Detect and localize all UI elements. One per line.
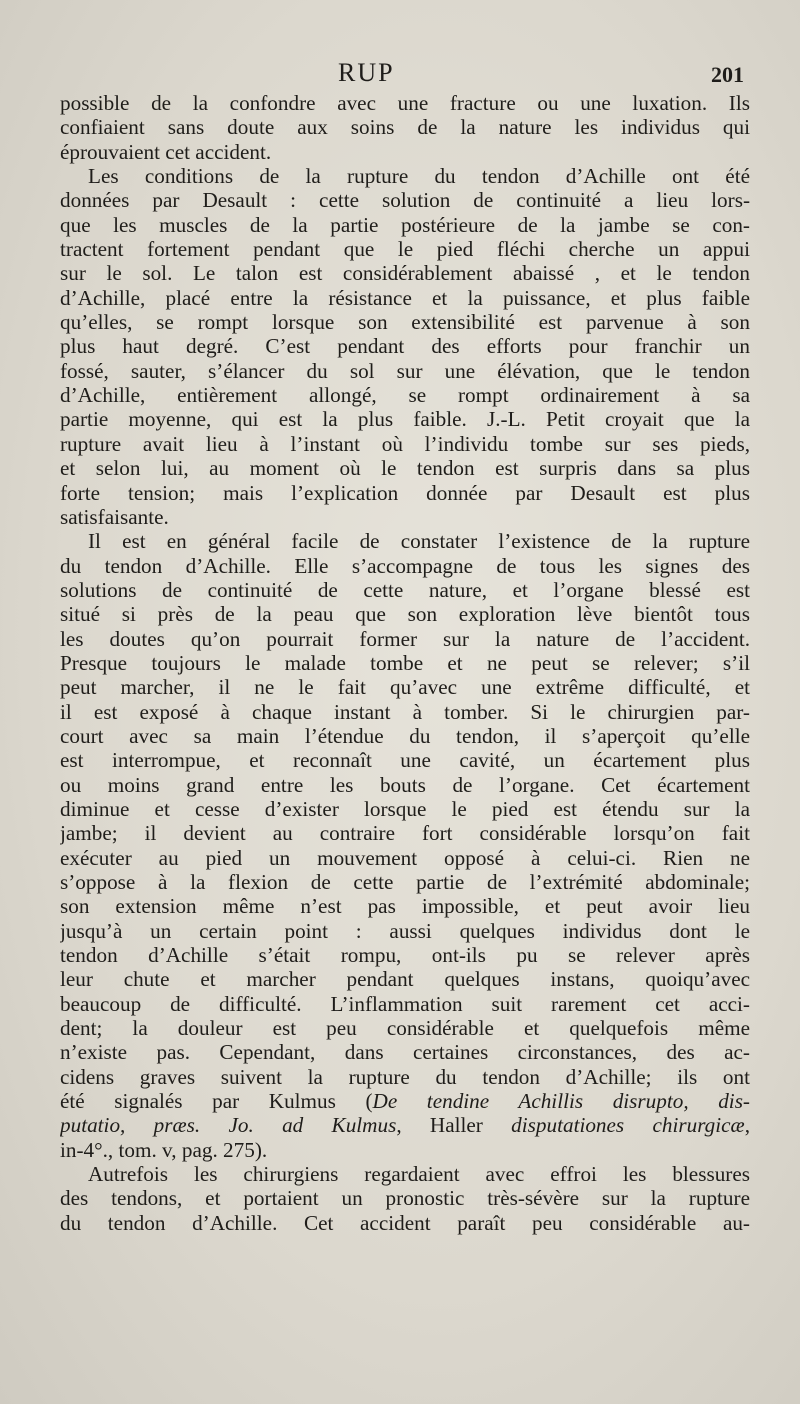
text-line: son extension même n’est pas impossible, et peut avoir lieu (60, 894, 750, 919)
text-line: confiaient sans doute aux soins de la nature les individus qui (60, 115, 750, 140)
text-line: exécuter au pied un mouvement opposé à celui-ci. Rien ne (60, 845, 750, 870)
text-line: forte tension; mais l’explication donnée par Desault est plus (60, 480, 750, 505)
text-line: solutions de continuité de cette nature, et l’organe blessé est (60, 577, 750, 602)
page-number: 201 (711, 62, 744, 87)
text-line: fossé, sauter, s’élancer du sol sur une élévation, que le tendon (60, 358, 750, 383)
text-line: données par Desault : cette solution de continuité a lieu lors- (60, 188, 750, 213)
text-line: les doutes qu’on pourrait former sur la nature de l’accident. (60, 626, 750, 651)
text-line: dent; la douleur est peu considérable et quelquefois même (60, 1016, 750, 1041)
text-line: et selon lui, au moment où le tendon est surpris dans sa plus (60, 456, 750, 481)
body-text (60, 91, 750, 1235)
text-line: possible de la confondre avec une fracture ou une luxation. Ils (60, 91, 750, 115)
running-head: RUP (338, 58, 395, 87)
text-line: d’Achille, entièrement allongé, se rompt ordinairement à sa (60, 383, 750, 408)
citation-text: , Haller (396, 1113, 512, 1138)
text-line: Il est en général facile de constater l’existence de la rupture (88, 529, 750, 554)
text-line: n’existe pas. Cependant, dans certaines circonstances, des ac- (60, 1040, 750, 1065)
text-line: Autrefois les chirurgiens regardaient avec effroi les blessures (88, 1162, 750, 1187)
page-header (0, 58, 800, 92)
text-line: qu’elles, se rompt lorsque son extensibilité est parvenue à son (60, 310, 750, 335)
citation-italic: disputationes chirurgicæ (511, 1113, 745, 1138)
text-line: Les conditions de la rupture du tendon d’Achille ont été (88, 164, 750, 189)
text-line: peut marcher, il ne le fait qu’avec une extrême difficulté, et (60, 675, 750, 700)
text-line: du tendon d’Achille. Cet accident paraît peu considérable au- (60, 1210, 750, 1235)
citation-text: , (744, 1113, 750, 1138)
citation-italic: putatio, præs. Jo. ad Kulmus (60, 1113, 397, 1138)
text-line: du tendon d’Achille. Elle s’accompagne de tous les signes des (60, 553, 750, 578)
text-line: diminue et cesse d’exister lorsque le pied est étendu sur la (60, 796, 750, 821)
text-line: jambe; il devient au contraire fort considérable lorsqu’on fait (60, 821, 750, 846)
text-line: que les muscles de la partie postérieure de la jambe se con- (60, 212, 750, 237)
text-line: rupture avait lieu à l’instant où l’individu tombe sur ses pieds, (60, 431, 750, 456)
text-line: éprouvaient cet accident. (60, 139, 272, 164)
text-line: leur chute et marcher pendant quelques instans, quoiqu’avec (60, 967, 750, 992)
text-line: partie moyenne, qui est la plus faible. J.-L. Petit croyait que la (60, 407, 750, 432)
text-line: est interrompue, et reconnaît une cavité, un écartement plus (60, 748, 750, 773)
text-line: ou moins grand entre les bouts de l’organe. Cet écartement (60, 772, 750, 797)
text-line: jusqu’à un certain point : aussi quelques individus dont le (60, 918, 750, 943)
text-line: sur le sol. Le talon est considérablement abaissé , et le tendon (60, 261, 750, 286)
text-line: beaucoup de difficulté. L’inflammation suit rarement cet acci- (60, 991, 750, 1016)
text-line (60, 1089, 750, 1113)
text-line: tendon d’Achille s’était rompu, ont-ils pu se relever après (60, 943, 750, 968)
citation-italic: De tendine Achillis disrupto, dis- (372, 1089, 750, 1114)
text-line: situé si près de la peau que son exploration lève bientôt tous (60, 602, 750, 627)
text-line: il est exposé à chaque instant à tomber. Si le chirurgien par- (60, 699, 750, 724)
text-line: s’oppose à la flexion de cette partie de l’extrémité abdominale; (60, 870, 750, 894)
citation-text: été signalés par Kulmus ( (60, 1089, 373, 1114)
text-line: Presque toujours le malade tombe et ne peut se relever; s’il (60, 650, 750, 675)
text-line: court avec sa main l’étendue du tendon, il s’aperçoit qu’elle (60, 723, 750, 748)
text-line: satisfaisante. (60, 504, 169, 529)
text-line: des tendons, et portaient un pronostic très-sévère sur la rupture (60, 1186, 750, 1211)
text-line: plus haut degré. C’est pendant des efforts pour franchir un (60, 334, 750, 359)
text-line: in-4°., tom. v, pag. 275). (60, 1137, 268, 1162)
text-line: cidens graves suivent la rupture du tendon d’Achille; ils ont (60, 1064, 750, 1089)
text-line (60, 1113, 750, 1137)
text-line: tractent fortement pendant que le pied fléchi cherche un appui (60, 237, 750, 262)
text-line: d’Achille, placé entre la résistance et la puissance, et plus faible (60, 285, 750, 310)
